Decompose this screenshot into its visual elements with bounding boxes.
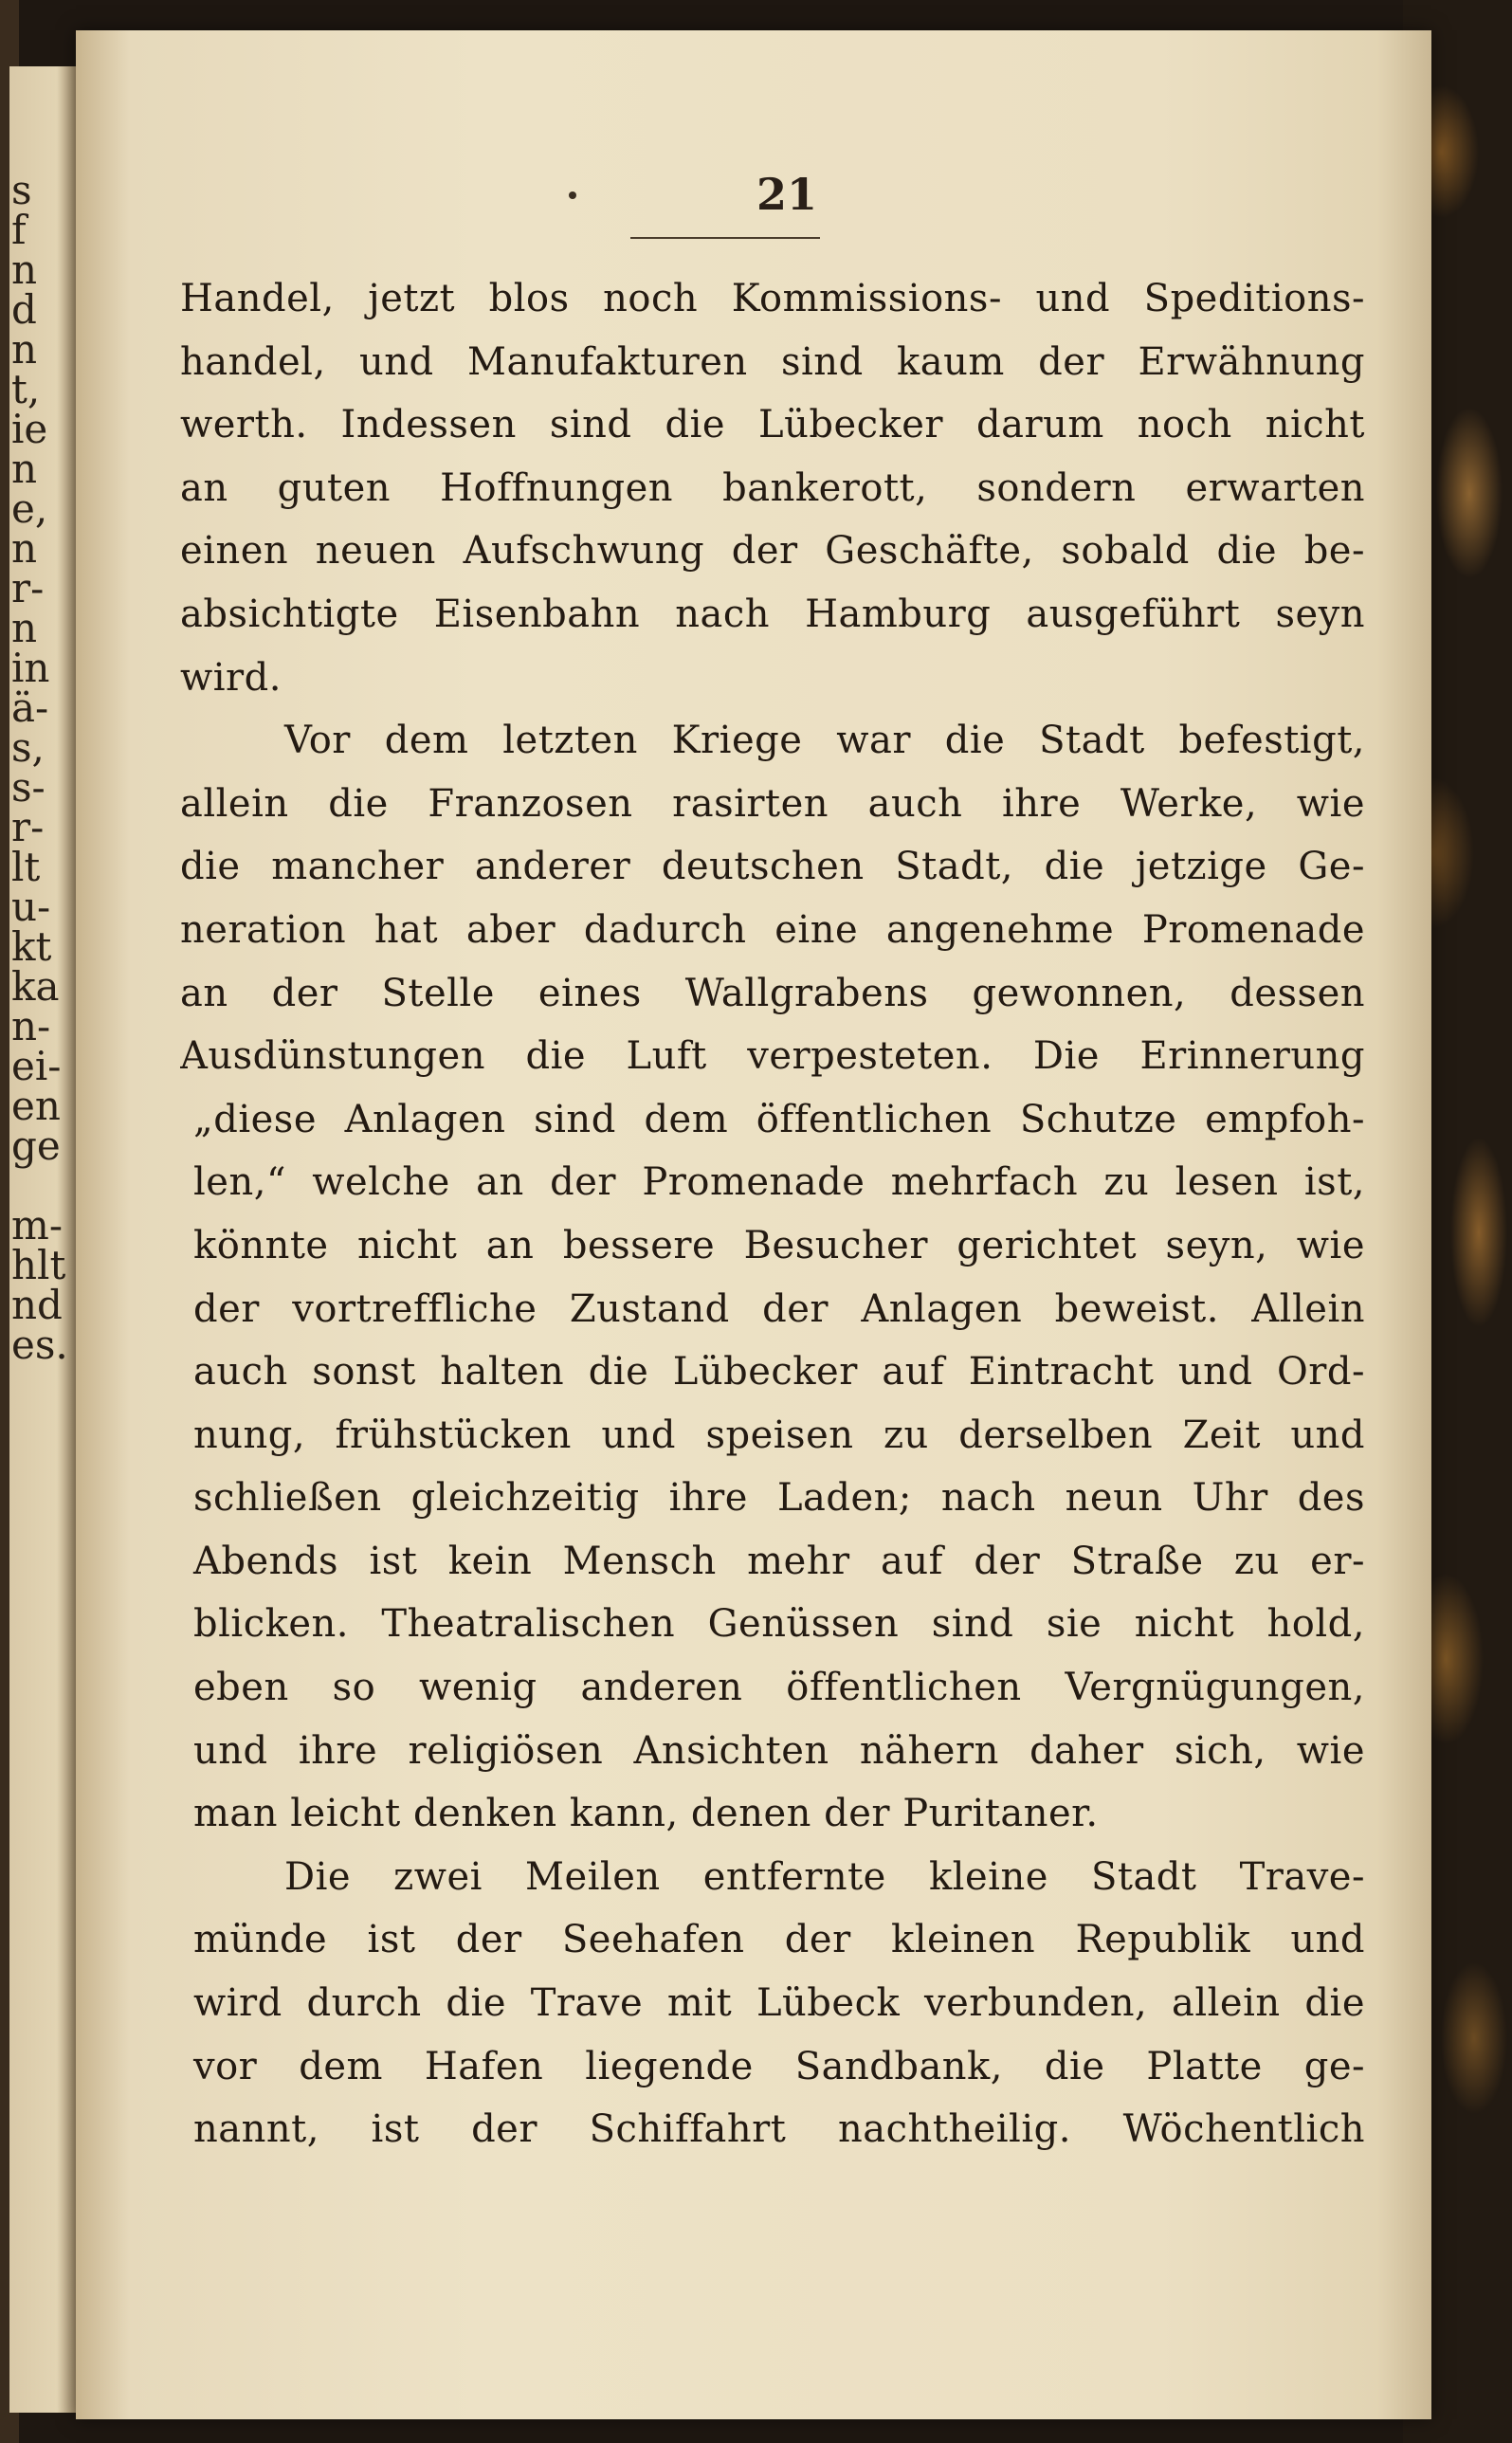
text-line: nannt, ist der Schiffahrt nachtheilig. Wöchentlich	[193, 2107, 1365, 2152]
prev-line-end: kt	[11, 923, 52, 970]
page-number: 21	[756, 169, 817, 220]
text-line: werth. Indessen sind die Lübecker darum noch nicht	[180, 403, 1365, 447]
prev-line-end: en	[11, 1083, 61, 1129]
text-line: und ihre religiösen Ansichten nähern daher sich, wie	[193, 1728, 1365, 1773]
text-line: Ausdünstungen die Luft verpesteten. Die Erinnerung	[180, 1034, 1365, 1079]
prev-line-end: r-	[11, 804, 45, 850]
prev-line-end: n-	[11, 1003, 51, 1049]
prev-line-end: n	[11, 605, 38, 651]
text-line: die mancher anderer deutschen Stadt, die jetzige Ge-	[180, 845, 1365, 889]
text-line: an der Stelle eines Wallgrabens gewonnen, dessen	[180, 971, 1365, 1015]
prev-line-end: s	[11, 167, 32, 213]
prev-line-end: f	[11, 207, 27, 253]
text-line: Vor dem letzten Kriege war die Stadt befestigt,	[284, 719, 1365, 763]
book-page	[76, 30, 1431, 2419]
prev-line-end: u-	[11, 884, 51, 930]
prev-line-end: s,	[11, 724, 45, 771]
text-line: eben so wenig anderen öffentlichen Vergnügungen,	[193, 1666, 1365, 1710]
text-line: man leicht denken kann, denen der Puritaner.	[193, 1792, 1099, 1836]
prev-line-end: n	[11, 525, 38, 572]
prev-line-end: ei-	[11, 1043, 62, 1089]
prev-line-end: t,	[11, 366, 41, 412]
prev-line-end: ge	[11, 1122, 61, 1169]
prev-line-end: hlt	[11, 1242, 66, 1288]
text-line: könnte nicht an bessere Besucher gerichtet seyn, wie	[193, 1223, 1365, 1267]
text-line: Handel, jetzt blos noch Kommissions- und Speditions-	[180, 277, 1365, 320]
prev-line-end: s-	[11, 764, 46, 811]
prev-line-end: m-	[11, 1202, 64, 1249]
prev-line-end: n	[11, 446, 38, 492]
prev-line-end: ie	[11, 406, 48, 452]
header-rule	[630, 237, 820, 239]
prev-line-end: d	[11, 286, 37, 333]
text-line: neration hat aber dadurch eine angenehme Promenade	[180, 907, 1365, 952]
text-line: handel, und Manufakturen sind kaum der Erwähnung	[180, 339, 1365, 384]
text-line: einen neuen Aufschwung der Geschäfte, sobald die be-	[180, 529, 1365, 574]
text-line: allein die Franzosen rasirten auch ihre Werke, wie	[180, 781, 1365, 826]
prev-line-end: in	[11, 645, 50, 691]
text-line: Abends ist kein Mensch mehr auf der Straße zu er-	[193, 1539, 1365, 1583]
text-line: len,“ welche an der Promenade mehrfach zu lesen ist,	[193, 1160, 1365, 1205]
text-line: auch sonst halten die Lübecker auf Eintracht und Ord-	[193, 1350, 1365, 1395]
text-line: Die zwei Meilen entfernte kleine Stadt Trave-	[284, 1854, 1365, 1899]
prev-line-end: lt	[11, 844, 41, 890]
prev-line-end: nd	[11, 1282, 63, 1328]
text-line: wird.	[180, 655, 282, 700]
text-line: an guten Hoffnungen bankerott, sondern erwarten	[180, 465, 1365, 510]
prev-line-end: r-	[11, 565, 45, 611]
text-line: blicken. Theatralischen Genüssen sind sie nicht hold,	[193, 1602, 1365, 1647]
prev-line-end: n	[11, 246, 38, 293]
prev-line-end: n	[11, 326, 38, 373]
prev-line-end: es.	[11, 1322, 68, 1368]
text-line: absichtigte Eisenbahn nach Hamburg ausgeführt seyn	[180, 592, 1365, 636]
prev-line-end: e,	[11, 485, 48, 532]
prev-line-end: ka	[11, 963, 60, 1010]
text-line: wird durch die Trave mit Lübeck verbunden, allein die	[193, 1981, 1365, 2026]
text-line: schließen gleichzeitig ihre Laden; nach neun Uhr des	[193, 1476, 1365, 1521]
previous-page-edge	[9, 66, 78, 2413]
text-line: der vortreffliche Zustand der Anlagen beweist. Allein	[193, 1286, 1365, 1331]
text-line: münde ist der Seehafen der kleinen Republik und	[193, 1918, 1365, 1962]
text-line: vor dem Hafen liegende Sandbank, die Platte ge-	[193, 2044, 1365, 2088]
text-line: nung, frühstücken und speisen zu derselben Zeit und	[193, 1413, 1365, 1457]
body-text	[180, 267, 1365, 2161]
text-line: „diese Anlagen sind dem öffentlichen Schutze empfoh-	[193, 1097, 1365, 1141]
prev-line-end: ä-	[11, 684, 49, 731]
